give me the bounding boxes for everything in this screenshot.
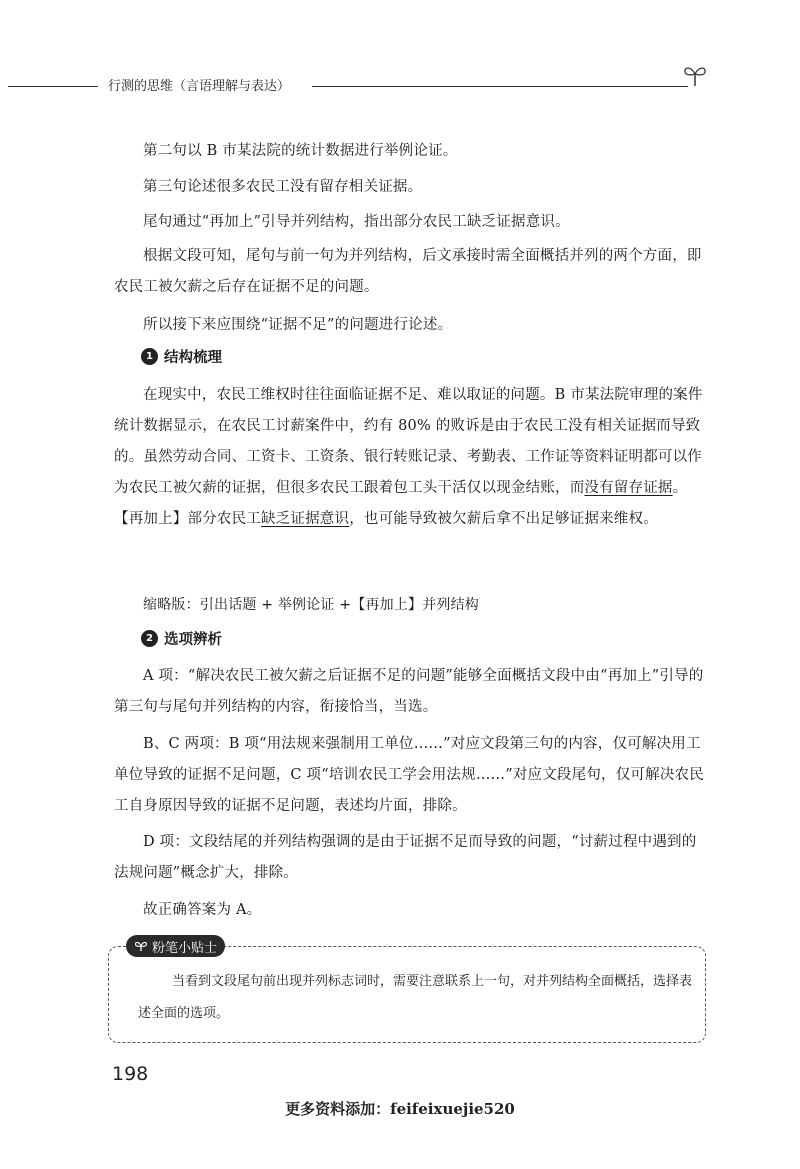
tip-label bbox=[126, 935, 225, 957]
underlined-phrase-1: 没有留存证据 bbox=[584, 480, 673, 496]
page-header bbox=[0, 70, 800, 100]
analysis-line-3: 第三句论述很多农民工没有留存相关证据。 bbox=[143, 179, 423, 195]
header-rule-left bbox=[8, 86, 98, 87]
underlined-phrase-2: 缺乏证据意识 bbox=[261, 511, 350, 527]
structure-summary: 缩略版：引出话题 + 举例论证 +【再加上】并列结构 bbox=[143, 597, 480, 613]
analysis-line-6: 所以接下来应围绕“证据不足”的问题进行论述。 bbox=[143, 317, 453, 333]
section-number-icon: 1 bbox=[141, 348, 158, 365]
sprout-icon bbox=[682, 62, 708, 88]
structure-paragraph bbox=[114, 380, 706, 535]
structure-text-b: 。【再加上】部分农民工 bbox=[114, 480, 688, 527]
footer-note: 更多资料添加：feifeixuejie520 bbox=[285, 1100, 515, 1118]
structure-section-title: 结构梳理 bbox=[164, 349, 222, 366]
sprout-icon bbox=[134, 940, 148, 952]
option-bc-analysis: B、C 两项：B 项“用法规来强制用工单位……”对应文段第三句的内容，仅可解决用工单位导致的证据不足问题，C 项“培训农民工学会用法规……”对应文段尾句，仅可解决农民工自身原因导致的证据不足问题，表述均片面，排除。 bbox=[114, 736, 704, 814]
page-number: 198 bbox=[112, 1063, 149, 1085]
tip-label-text: 粉笔小贴士 bbox=[152, 940, 218, 956]
header-rule-right bbox=[312, 86, 688, 87]
tip-text: 当看到文段尾句前出现并列标志词时，需要注意联系上一句，对并列结构全面概括，选择表述全面的选项。 bbox=[138, 974, 693, 1021]
structure-section-heading bbox=[141, 345, 222, 367]
structure-text-a: 在现实中，农民工维权时往往面临证据不足、难以取证的问题。B 市某法院审理的案件统计数据显示，在农民工讨薪案件中，约有 80% 的败诉是由于农民工没有相关证据而导致的。虽然劳动合同、工资卡、工资条、银行转账记录、考勤表、工作证等资料证明都可以作为农民工被欠薪的证据，但很多农民工跟着包工头干活仅以现金结账，而 bbox=[114, 387, 703, 496]
option-d-analysis: D 项：文段结尾的并列结构强调的是由于证据不足而导致的问题，“讨薪过程中遇到的法规问题”概念扩大，排除。 bbox=[114, 834, 697, 881]
analysis-line-2: 第二句以 B 市某法院的统计数据进行举例论证。 bbox=[143, 143, 458, 159]
options-section-title: 选项辨析 bbox=[164, 631, 222, 648]
structure-text-c: ，也可能导致被欠薪后拿不出足够证据来维权。 bbox=[349, 511, 658, 527]
analysis-line-5: 根据文段可知，尾句与前一句为并列结构，后文承接时需全面概括并列的两个方面，即农民工被欠薪之后存在证据不足的问题。 bbox=[114, 248, 702, 295]
analysis-line-4: 尾句通过“再加上”引导并列结构，指出部分农民工缺乏证据意识。 bbox=[143, 214, 570, 230]
option-a-analysis: A 项：“解决农民工被欠薪之后证据不足的问题”能够全面概括文段中由“再加上”引导的第三句与尾句并列结构的内容，衔接恰当，当选。 bbox=[114, 668, 704, 715]
section-number-icon: 2 bbox=[141, 630, 158, 647]
header-title: 行测的思维（言语理解与表达） bbox=[108, 79, 291, 94]
options-section-heading bbox=[141, 627, 222, 649]
correct-answer: 故正确答案为 A。 bbox=[143, 902, 262, 918]
